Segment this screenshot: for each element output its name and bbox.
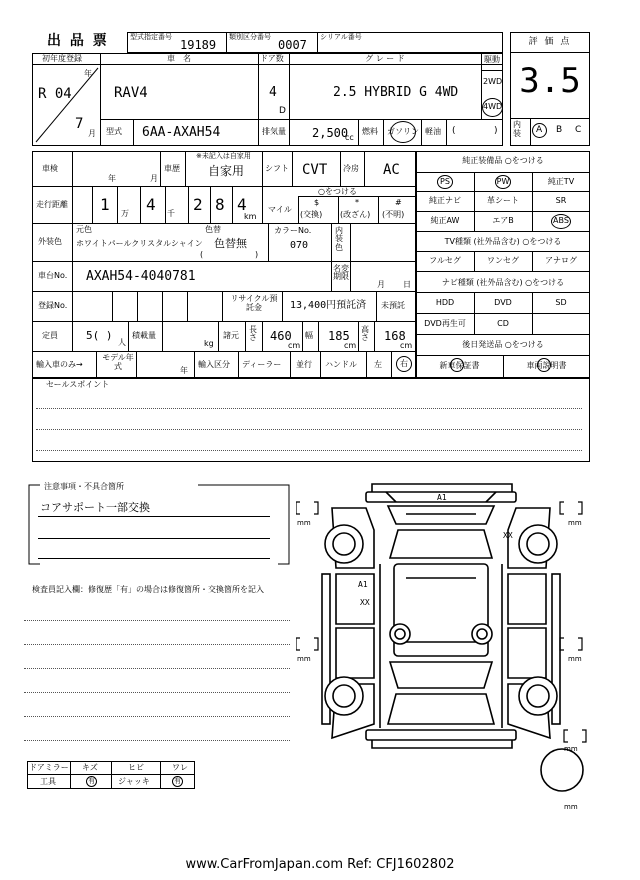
tools-tool-have: 有 (88, 777, 95, 785)
tv-analog: アナログ (545, 256, 577, 265)
mark-a1-mid: A1 (358, 580, 368, 589)
inspector-label: 検査員記入欄：修復歴「有」の場合は修復箇所・交換箇所を記入 (32, 585, 264, 594)
import-year-unit: 年 (180, 366, 188, 375)
equip-oem-aw: 純正AW (430, 216, 460, 225)
doors-suffix: D (279, 106, 286, 116)
load-label: 積載量 (132, 331, 156, 340)
page-title: 出 品 票 (47, 33, 109, 49)
height-unit: cm (400, 341, 413, 350)
tv-title: TV種類 (社外品含む) ○をつける (444, 237, 562, 246)
tools-kizu: キズ (82, 763, 98, 772)
doors-value: 4 (269, 85, 277, 100)
model-year-label: モデル年式 (102, 353, 134, 371)
tools-hibi: ヒビ (128, 763, 144, 772)
history-note: ※未記入は自家用 (196, 152, 251, 160)
navi-dvd: DVD (494, 298, 512, 307)
fuel-label: 燃料 (362, 127, 378, 136)
name-change-day: 日 (403, 280, 411, 289)
equip-ps: PS (440, 177, 450, 186)
equip-sr: SR (555, 196, 567, 205)
mm-rear-left: mm (297, 655, 311, 663)
mileage-digit-4: 8 (215, 195, 225, 214)
tamper-label: (改ざん) (340, 210, 371, 219)
name-change-month: 月 (377, 280, 385, 289)
interior-color-label: 内装色 (335, 226, 343, 252)
color-label: 外装色 (38, 237, 62, 246)
sales-point-label: セールスポイント (46, 380, 110, 389)
drive-label: 駆動 (484, 55, 500, 64)
unknown-mark: # (395, 198, 402, 207)
later-manual: 車両説明書 (526, 361, 567, 370)
aircon-label: 冷房 (343, 164, 359, 173)
inspection-label: 車検 (42, 164, 58, 173)
footer-watermark: www.CarFromJapan.com Ref: CFJ1602802 (185, 857, 455, 872)
capacity-unit: 人 (118, 338, 126, 347)
mile-label: マイル (268, 205, 292, 214)
length-value: 460 (270, 329, 292, 343)
dims-label: 諸元 (223, 331, 239, 340)
model-value: 6AA-AXAH54 (142, 125, 221, 140)
grade-value: 2.5 HYBRID G 4WD (333, 85, 459, 100)
mark-note: ○をつける (318, 187, 357, 196)
exchange-mark: $ (314, 198, 320, 207)
car-name-label: 車 名 (167, 54, 191, 63)
later-warranty: 新車保証書 (439, 361, 480, 370)
equip-leather: 革シート (487, 196, 519, 205)
repaint-value: 色替無 (214, 237, 247, 250)
serial-label: シリアル番号 (320, 33, 362, 41)
name-change-label: 名変期限 (333, 264, 349, 282)
tools-jack-have: 有 (174, 777, 181, 785)
recycle-label: リサイクル預託金 (230, 294, 278, 312)
interior-b: B (556, 125, 563, 135)
orig-color-label: 元色 (76, 225, 92, 234)
exchange-label: (交換) (300, 210, 323, 219)
interior-label: 内装 (513, 120, 521, 138)
mileage-digit-3: 2 (193, 195, 203, 214)
import-parallel: 並行 (296, 360, 312, 369)
later-title: 後日発送品 ○をつける (462, 340, 544, 349)
color-no-value: 070 (290, 240, 309, 251)
mileage-digit-1: 1 (100, 195, 110, 214)
tools-tool-label: 工具 (40, 777, 56, 786)
import-class-label: 輸入区分 (198, 360, 230, 369)
class-no-value: 0007 (278, 38, 307, 52)
fuel-gasoline: ガソリン (387, 127, 419, 136)
height-label: 高さ (361, 325, 369, 343)
width-unit: cm (344, 341, 357, 350)
reg-month: 7 (75, 116, 84, 132)
import-dealer: ディーラー (242, 360, 282, 369)
history-label: 車歴 (164, 164, 180, 173)
history-value: 自家用 (208, 164, 245, 178)
score-value: 3.5 (519, 61, 581, 101)
handle-right: 右 (400, 359, 408, 368)
tamper-mark: * (355, 198, 359, 207)
notes-frame (28, 484, 290, 566)
chassis-value: AXAH54-4040781 (86, 269, 196, 284)
equip-airbag: エアB (492, 216, 514, 225)
recycle-value: 13,400円預託済 (290, 300, 367, 311)
notes-label: 注意事項・不具合箇所 (44, 482, 124, 491)
reg-year: R 04 (38, 86, 72, 102)
navi-title: ナビ種類 (社外品含む) ○をつける (441, 278, 565, 287)
mileage-km: km (244, 212, 257, 221)
mileage-label: 走行距離 (36, 200, 68, 209)
notes-line-1: コアサポート一部交換 (40, 501, 150, 514)
tools-jack-label: ジャッキ (118, 777, 150, 786)
length-label: 長さ (249, 325, 257, 343)
handle-label: ハンドル (325, 360, 357, 369)
displacement-value: 2,500 (312, 126, 349, 140)
mm-front-left: mm (297, 519, 311, 527)
drive-4wd: 4WD (483, 102, 503, 111)
displacement-label: 排気量 (262, 127, 286, 136)
navi-hdd: HDD (435, 298, 455, 307)
oem-title: 純正装備品 ○をつける (462, 156, 544, 165)
grade-label: グ レ ー ド (365, 54, 405, 63)
tv-oneseg: ワンセグ (487, 256, 519, 265)
chassis-label: 車台No. (38, 271, 68, 280)
interior-c: C (575, 125, 582, 135)
navi-dvd-play: DVD再生可 (424, 319, 466, 328)
tools-ware: ワレ (172, 763, 188, 772)
inspection-month-unit: 月 (150, 174, 158, 183)
reg-month-unit: 月 (88, 129, 96, 138)
mm-spare-top: mm (564, 745, 578, 753)
handle-left: 左 (374, 360, 382, 369)
height-value: 168 (384, 329, 406, 343)
mark-xx-right: XX (503, 531, 513, 540)
equip-oem-tv: 純正TV (547, 177, 575, 186)
width-value: 185 (328, 329, 350, 343)
paint-label: 色替 (205, 225, 221, 234)
doors-label: ドア数 (260, 54, 284, 63)
import-label: 輸入車のみ→ (36, 360, 83, 369)
mileage-digit-5: 4 (237, 195, 247, 214)
interior-a: A (536, 125, 543, 135)
fuel-light-oil: 軽油 (425, 127, 441, 136)
capacity-value: 5( ) (86, 329, 113, 342)
mm-spare-bottom: mm (564, 803, 578, 811)
reg-no-label: 登録No. (38, 301, 68, 310)
navi-sd: SD (555, 298, 567, 307)
shift-value: CVT (302, 162, 328, 178)
recycle-alt: 未預託 (381, 301, 405, 310)
mark-a1-top: A1 (437, 493, 447, 502)
type-no-label: 型式指定番号 (130, 33, 172, 41)
drive-2wd: 2WD (483, 77, 503, 86)
tools-door-mirror: ドアミラー (29, 763, 69, 772)
mark-xx-mid: XX (360, 598, 370, 607)
load-unit: kg (204, 339, 214, 348)
car-diagram (296, 478, 596, 808)
inspection-year-unit: 年 (108, 174, 116, 183)
type-no-value: 19189 (180, 38, 217, 52)
mm-rear-right: mm (568, 655, 582, 663)
equip-abs: ABS (553, 216, 569, 225)
mileage-sen: 千 (167, 209, 175, 218)
aircon-value: AC (383, 162, 400, 178)
mm-front-right: mm (568, 519, 582, 527)
first-reg-label: 初年度登録 (42, 54, 82, 63)
navi-cd: CD (497, 319, 509, 328)
score-label: 評 価 点 (528, 37, 572, 47)
equip-oem-navi: 純正ナビ (429, 196, 461, 205)
equip-pw: PW (496, 177, 510, 186)
width-label: 幅 (305, 331, 313, 340)
color-value: ホワイトパールクリスタルシャイン (76, 239, 203, 248)
reg-year-unit: 年 (84, 69, 92, 78)
model-label: 型式 (106, 127, 122, 136)
length-unit: cm (288, 341, 301, 350)
mileage-man: 万 (121, 209, 129, 218)
car-name: RAV4 (114, 85, 148, 101)
unknown-label: (不明) (382, 210, 405, 219)
color-no-label: カラーNo. (274, 226, 312, 235)
capacity-label: 定員 (42, 331, 58, 340)
displacement-unit: cc (345, 133, 354, 142)
shift-label: シフト (265, 164, 289, 173)
class-no-label: 類別区分番号 (229, 33, 271, 41)
mileage-digit-2: 4 (146, 195, 156, 214)
tv-fullseg: フルセグ (429, 256, 461, 265)
